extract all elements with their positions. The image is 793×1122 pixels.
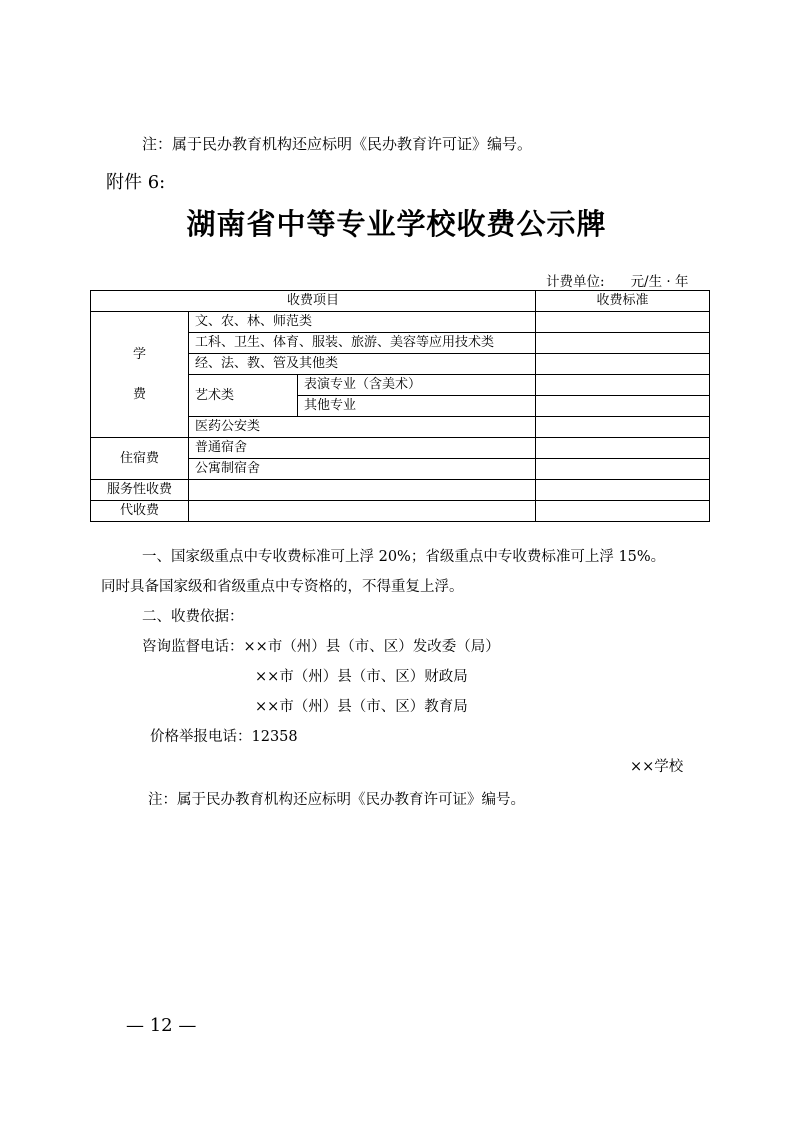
- fee-table: [90, 290, 710, 522]
- agency-fee-label: 代收费: [91, 501, 189, 522]
- fee-standard-cell: [536, 501, 710, 522]
- tuition-row-label: 经、法、教、管及其他类: [189, 354, 536, 375]
- paragraph-hotline-2: ××市（州）县（市、区）财政局: [255, 669, 468, 685]
- fee-unit: [546, 270, 689, 290]
- paragraph-report-phone: 价格举报电话：12358: [150, 729, 298, 745]
- attachment-label: 附件 6:: [106, 172, 166, 193]
- table-row: [91, 501, 710, 522]
- lodging-row-label: 普通宿舍: [189, 438, 536, 459]
- art-sub-label: 其他专业: [298, 396, 536, 417]
- table-row: [91, 312, 710, 333]
- bottom-note: 注：属于民办教育机构还应标明《民办教育许可证》编号。: [148, 792, 525, 808]
- art-label: 艺术类: [189, 375, 298, 417]
- fee-standard-cell: [536, 375, 710, 396]
- paragraph-float-rule: 一、国家级重点中专收费标准可上浮 20%；省级重点中专收费标准可上浮 15%。: [142, 549, 666, 565]
- paragraph-basis: 二、收费依据：: [142, 609, 244, 625]
- tuition-row-label: 文、农、林、师范类: [189, 312, 536, 333]
- fee-standard-cell: [536, 354, 710, 375]
- fee-unit-label: 计费单位:: [546, 274, 605, 290]
- fee-standard-cell: [536, 459, 710, 480]
- table-header-row: [91, 291, 710, 312]
- empty-cell: [189, 480, 536, 501]
- fee-unit-value: 元/生 · 年: [630, 274, 689, 290]
- paragraph-float-rule-cont: 同时具备国家级和省级重点中专资格的，不得重复上浮。: [101, 579, 464, 595]
- table-row: [91, 438, 710, 459]
- header-item: 收费项目: [91, 291, 536, 312]
- fee-standard-cell: [536, 417, 710, 438]
- header-standard: 收费标准: [536, 291, 710, 312]
- top-note: 注：属于民办教育机构还应标明《民办教育许可证》编号。: [142, 135, 533, 153]
- page-title: 湖南省中等专业学校收费公示牌: [186, 207, 607, 241]
- paragraph-hotline-3: ××市（州）县（市、区）教育局: [255, 699, 468, 715]
- lodging-row-label: 公寓制宿舍: [189, 459, 536, 480]
- fee-standard-cell: [536, 333, 710, 354]
- page-number: — 12 —: [126, 1015, 197, 1036]
- tuition-label: [91, 312, 189, 438]
- medical-label: 医药公安类: [189, 417, 536, 438]
- art-sub-label: 表演专业（含美术）: [298, 375, 536, 396]
- tuition-label-char: 费: [132, 386, 146, 402]
- tuition-label-char: 学: [132, 346, 146, 362]
- fee-standard-cell: [536, 312, 710, 333]
- table-row: [91, 480, 710, 501]
- school-signature: ××学校: [630, 759, 684, 775]
- fee-standard-cell: [536, 396, 710, 417]
- fee-standard-cell: [536, 438, 710, 459]
- fee-standard-cell: [536, 480, 710, 501]
- lodging-label: 住宿费: [91, 438, 189, 480]
- tuition-row-label: 工科、卫生、体育、服装、旅游、美容等应用技术类: [189, 333, 536, 354]
- service-fee-label: 服务性收费: [91, 480, 189, 501]
- empty-cell: [189, 501, 536, 522]
- paragraph-hotline-1: 咨询监督电话：××市（州）县（市、区）发改委（局）: [142, 639, 500, 655]
